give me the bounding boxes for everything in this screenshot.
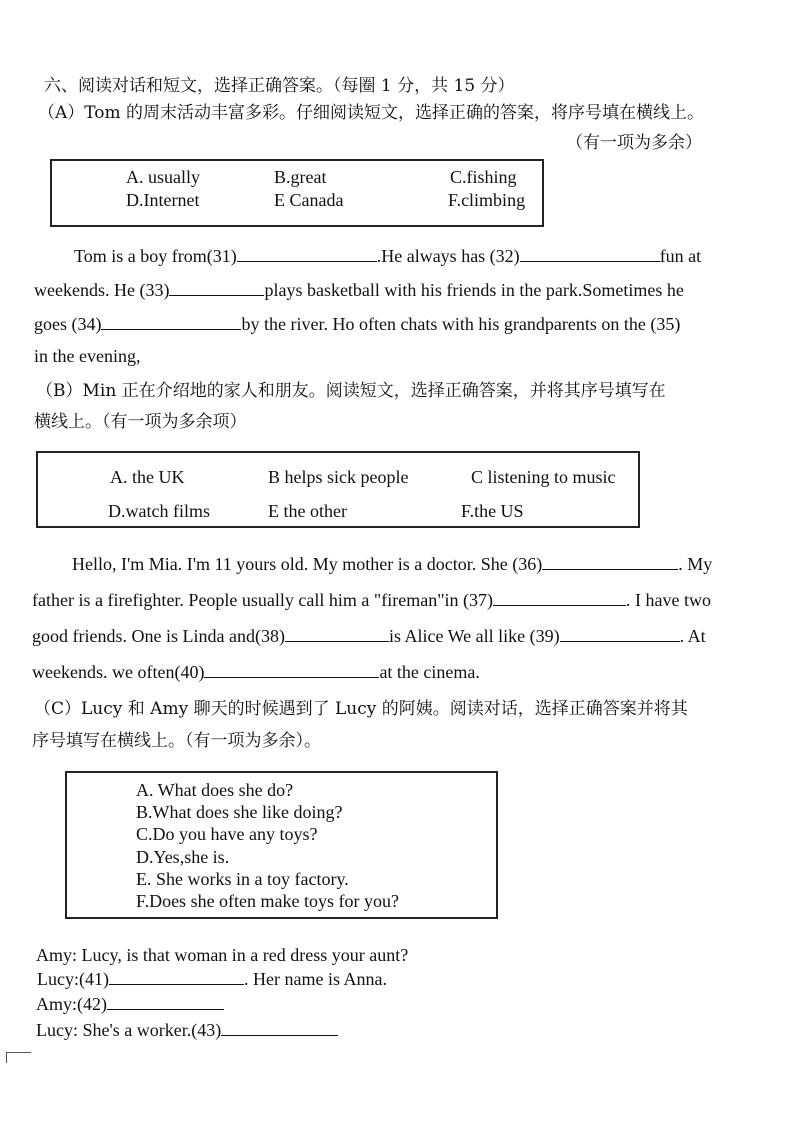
option-e: E the other (268, 501, 347, 521)
passage-b-line-1 (72, 552, 712, 575)
answer-blank-36[interactable] (542, 552, 678, 570)
passage-text: .He always has (32) (376, 246, 520, 266)
option-f: F.Does she often make toys for you? (136, 891, 400, 911)
option-f: F.the US (461, 501, 524, 521)
passage-text: is Alice We all like (39) (388, 626, 560, 646)
passage-text: Hello, I'm Mia. I'm 11 yours old. My mother is a doctor. She (36) (72, 554, 543, 574)
part-a-options-box (50, 159, 544, 227)
answer-blank-34[interactable] (101, 312, 241, 330)
option-d: D.watch films (108, 501, 210, 521)
option-e: E Canada (274, 190, 344, 210)
option-c: C.Do you have any toys? (136, 824, 318, 844)
option-c: C.fishing (450, 167, 517, 187)
answer-blank-40[interactable] (204, 660, 379, 678)
passage-text: by the river. Ho often chats with his grandparents on the (35) (241, 314, 681, 334)
dialogue-text: . Her name is Anna. (243, 969, 387, 989)
answer-blank-32[interactable] (520, 244, 660, 262)
passage-b-line-3 (32, 624, 706, 647)
passage-a-line-2 (34, 278, 684, 301)
passage-text: goes (34) (34, 314, 102, 334)
passage-text: father is a firefighter. People usually call him a "fireman"in (37) (32, 590, 494, 610)
part-c-options-box (65, 771, 498, 919)
dialogue-line-4 (36, 1018, 338, 1041)
dialogue-line-3 (36, 992, 224, 1015)
option-a: A. What does she do? (136, 780, 294, 800)
answer-blank-41[interactable] (109, 967, 244, 985)
answer-blank-38[interactable] (285, 624, 389, 642)
answer-blank-42[interactable] (107, 992, 224, 1010)
dialogue-text: Lucy: She's a worker.(43) (36, 1020, 222, 1040)
page-corner-mark (6, 1052, 31, 1063)
passage-text: good friends. One is Linda and(38) (32, 626, 285, 646)
dialogue-line-1: Amy: Lucy, is that woman in a red dress your aunt? (36, 945, 409, 965)
passage-b-line-4 (32, 660, 480, 683)
dialogue-text: Lucy:(41) (37, 969, 109, 989)
part-b-instruction-2: 横线上。（有一项为多余项） (34, 412, 247, 432)
option-d: D.Yes,she is. (136, 847, 230, 867)
option-c: C listening to music (471, 467, 616, 487)
dialogue-line-2 (37, 967, 387, 990)
option-b: B.great (274, 167, 327, 187)
passage-text: . I have two (626, 590, 712, 610)
section-title: 六、阅读对话和短文，选择正确答案。（每圈 1 分，共 15 分） (44, 76, 515, 96)
option-a: A. usually (126, 167, 200, 187)
passage-text: . My (678, 554, 713, 574)
passage-a-line-4: in the evening, (34, 346, 141, 366)
answer-blank-39[interactable] (560, 624, 680, 642)
answer-blank-37[interactable] (493, 588, 626, 606)
part-c-instruction-1: （C）Lucy 和 Amy 聊天的时候遇到了 Lucy 的阿姨。阅读对话，选择正确答案并将其 (34, 699, 688, 719)
passage-b-line-2 (32, 588, 711, 611)
passage-text: plays basketball with his friends in the park.Sometimes he (264, 280, 684, 300)
passage-text: weekends. He (33) (34, 280, 170, 300)
option-e: E. She works in a toy factory. (136, 869, 349, 889)
part-b-options-box (36, 451, 640, 528)
option-d: D.Internet (126, 190, 200, 210)
part-a-note: （有一项为多余） (566, 133, 702, 153)
answer-blank-33[interactable] (169, 278, 264, 296)
option-f: F.climbing (448, 190, 526, 210)
part-b-instruction-1: （B）Min 正在介绍地的家人和朋友。阅读短文，选择正确答案，并将其序号填写在 (36, 381, 666, 401)
part-a-instruction: （A）Tom 的周末活动丰富多彩。仔细阅读短文，选择正确的答案，将序号填在横线上。 (38, 103, 705, 123)
answer-blank-31[interactable] (237, 244, 377, 262)
passage-a-line-1 (74, 244, 701, 267)
dialogue-text: Amy:(42) (36, 994, 107, 1014)
option-a: A. the UK (110, 467, 185, 487)
passage-text: at the cinema. (379, 662, 480, 682)
passage-text: fun at (659, 246, 702, 266)
option-b: B helps sick people (268, 467, 409, 487)
answer-blank-43[interactable] (221, 1018, 338, 1036)
passage-text: Tom is a boy from(31) (74, 246, 237, 266)
option-b: B.What does she like doing? (136, 802, 343, 822)
passage-text: weekends. we often(40) (32, 662, 205, 682)
passage-a-line-3 (34, 312, 680, 335)
passage-text: . At (679, 626, 706, 646)
part-c-instruction-2: 序号填写在横线上。（有一项为多余）。 (32, 731, 321, 751)
